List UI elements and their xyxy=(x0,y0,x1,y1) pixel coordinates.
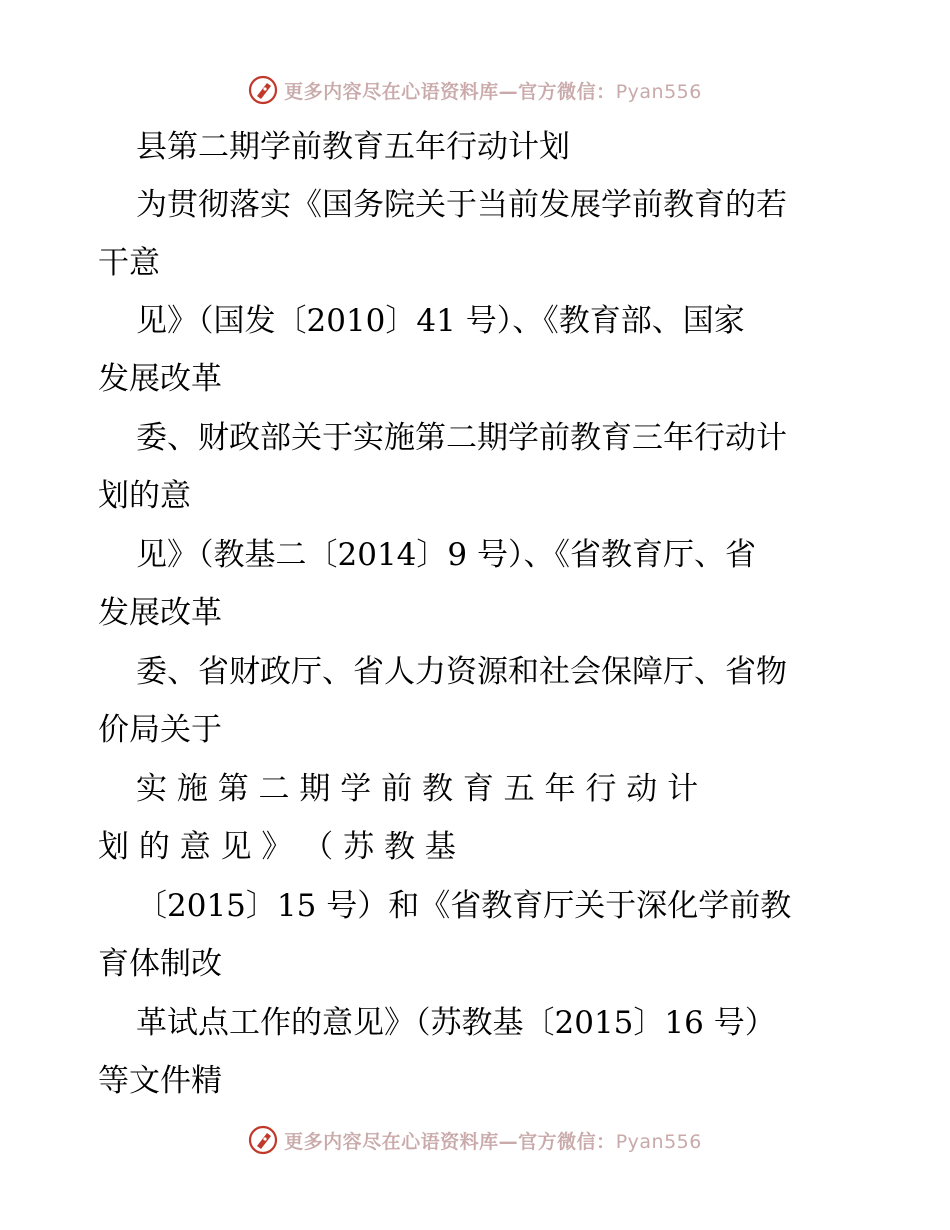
banner-text xyxy=(284,1127,702,1154)
paragraph-line: 育体制改 xyxy=(98,946,222,982)
banner-wechat-id: Pyan556 xyxy=(615,1130,702,1153)
banner-dash: — xyxy=(498,1130,519,1153)
header-banner xyxy=(0,70,950,110)
paragraph-line: 干意 xyxy=(98,245,160,281)
banner-wechat-label: 官方微信： xyxy=(518,80,616,103)
paragraph-line: 委、财政部关于实施第二期学前教育三年行动计 xyxy=(136,420,787,456)
banner-wechat-label: 官方微信： xyxy=(518,1130,616,1153)
paragraph-line: 见》（国发〔2010〕41 号）、《教育部、国家 xyxy=(136,303,745,339)
paragraph-line: 为贯彻落实《国务院关于当前发展学前教育的若 xyxy=(136,187,787,223)
pen-nib-logo-icon xyxy=(248,1125,278,1155)
paragraph-line: 见》（教基二〔2014〕9 号）、《省教育厅、省 xyxy=(136,537,756,573)
paragraph-line: 发展改革 xyxy=(98,595,222,631)
paragraph-line: 〔2015〕15 号）和《省教育厅关于深化学前教 xyxy=(136,888,792,924)
banner-dash: — xyxy=(498,80,519,103)
paragraph-line: 价局关于 xyxy=(98,712,222,748)
banner-text xyxy=(284,77,702,104)
paragraph-line: 划 的 意 见 》 （ 苏 教 基 xyxy=(98,829,456,865)
document-title: 县第二期学前教育五年行动计划 xyxy=(136,129,570,165)
pen-nib-logo-icon xyxy=(248,75,278,105)
banner-main-text: 更多内容尽在心语资料库 xyxy=(284,1130,499,1153)
banner-main-text: 更多内容尽在心语资料库 xyxy=(284,80,499,103)
paragraph-line: 革试点工作的意见》（苏教基〔2015〕16 号） xyxy=(136,1005,776,1041)
banner-wechat-id: Pyan556 xyxy=(615,80,702,103)
paragraph-line: 发展改革 xyxy=(98,361,222,397)
paragraph-line: 等文件精 xyxy=(98,1063,222,1099)
footer-banner xyxy=(0,1120,950,1160)
paragraph-line: 划的意 xyxy=(98,478,191,514)
paragraph-line: 委、省财政厅、省人力资源和社会保障厅、省物 xyxy=(136,654,787,690)
paragraph-line: 实 施 第 二 期 学 前 教 育 五 年 行 动 计 xyxy=(136,771,699,807)
